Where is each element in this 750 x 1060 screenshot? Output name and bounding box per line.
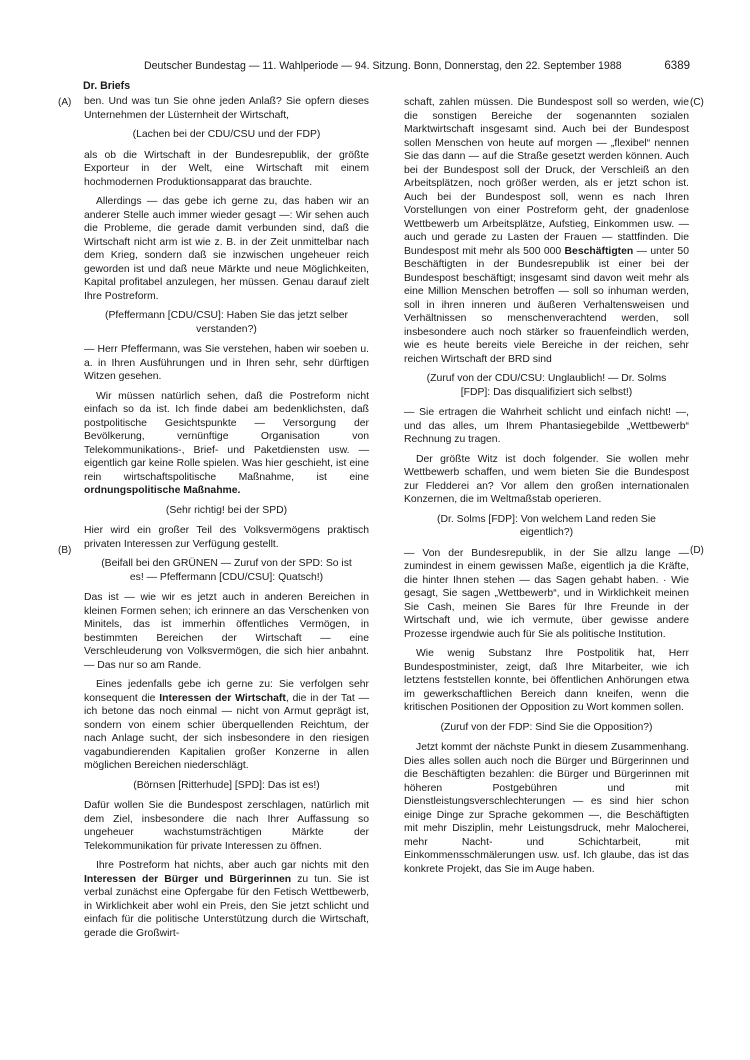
paragraph (84, 859, 369, 940)
paragraph-text: , die in der Tat — ich betone das noch einmal — nicht von Armut geprägt ist, sondern von einem schier überquellenden Reichtum, der nach Anlage sucht, der sich insbesondere in den riesigen vagabundierenden Kapitalien großer Konzerne in allen möglichen Bereichen niederschlägt. (84, 692, 370, 771)
paragraph: ben. Und was tun Sie ohne jeden Anlaß? Sie opfern dieses Unternehmen der Lüsternheit der Wirtschaft, (84, 96, 369, 121)
paragraph: Wie wenig Substanz Ihre Postpolitik hat, Herr Bundespostminister, zeigt, daß Ihre Mitarbeiter, wie ich letztens feststellen konnte, bei öffentlichen Anhörungen etwa im gewerkschaftlichen Bereich dann kneifen, wenn die kritischen Positionen der Opposition zu Wort kommen sollen. (404, 648, 689, 713)
margin-mark-c: (C) (690, 97, 704, 108)
interjection: (Börnsen [Ritterhude] [SPD]: Das ist es!) (133, 779, 320, 791)
paragraph-text: — unter 50 Beschäftigten in der Bundesrepublik ist einer bei der Bundespost beschäftigt; insgesamt sind davon weit mehr als eine Million Menschen betroffen — soll so inhuman werden, soll in ihren inneren und äußeren Verhaltensweisen und Verhältnissen so menschenverachtend werden, soll insbesondere auch noch stärker so frauenfeindlich werden, wie es heute bereits viele Bereiche in der reichen, sehr reichen Wirtschaft der BRD sind (404, 245, 689, 365)
paragraph: Das ist — wie wir es jetzt auch in anderen Bereichen in kleinen Formen sehen; ich erinnere an das Verschenken von Minitels, das ist immerhin öffentliches Vermögen, in bestimmten Bereichen der Wirtschaft — eine Verschleuderung von Volksvermögen, die sich hier anbahnt. — Das nur so am Rande. (84, 592, 369, 671)
paragraph (404, 96, 689, 366)
left-column (84, 95, 369, 946)
paragraph-text: zu tun. Sie ist verbal zunächst eine Opfergabe für den Fetisch Wettbewerb, in Wirklichkeit aber wohl ein Preis, den Sie jetzt schlicht und einfach für die politische Unterstützung durch die Wirtschaft, gerade die Großwirt- (84, 873, 369, 939)
margin-mark-d: (D) (690, 545, 704, 556)
header-title: Deutscher Bundestag — 11. Wahlperiode — 94. Sitzung. Bonn, Donnerstag, den 22. September 1988 (144, 60, 622, 72)
interjection: (Zuruf von der FDP: Sind Sie die Opposition?) (440, 721, 653, 733)
bold-term: ordnungspolitische Maßnahme. (84, 485, 241, 496)
paragraph: Der größte Witz ist doch folgender. Sie wollen mehr Wettbewerb schaffen, und wem bieten Sie die Bundespost zur Fledderei an? Vor allem den großen internationalen Konzernen, die im Weltmaßstab operieren. (404, 453, 689, 505)
margin-mark-a: (A) (58, 97, 72, 108)
bold-term: Beschäftigten (564, 245, 634, 257)
interjection: (Zuruf von der CDU/CSU: Unglaublich! — Dr. Solms [FDP]: Das disqualifiziert sich selbst!) (426, 373, 667, 398)
paragraph: Dafür wollen Sie die Bundespost zerschlagen, natürlich mit dem Ziel, insbesondere die nach Ihrer Auffassung so ungeheuer wachstumsträchtigen Märkte der Telekommunikation für private Interessen zu öffnen. (84, 800, 369, 852)
paragraph: — Von der Bundesrepublik, in der Sie allzu lange — zumindest in einem gewissen Maße, eigentlich ja die Kräfte, die hinter Ihnen stehen — das Sagen gehabt haben. · Wie gesagt, Sie sagen „Wettbewerb“, und in Wirklichkeit meinen Sie Cash, meinen Sie Bares für Ihre Freunde in der Wirtschaft und, wie ich vermute, über gewisse andere Prozesse irgendwie auch für Sie als politische Institution. (404, 547, 689, 640)
interjection: (Dr. Solms [FDP]: Von welchem Land reden Sie eigentlich?) (437, 513, 656, 538)
paragraph: Jetzt kommt der nächste Punkt in diesem Zusammenhang. Dies alles sollen auch noch die Bürger und Bürgerinnen und die Beschäftigten bezahlen: die Bürger und Bürgerinnen mit höheren Postgebühren und mit Dienstleistungsverschlechterungen — es sind hier schon einige Dinge zur Sprache gekommen —, die Beschäftigten mit mehr Disziplin, mehr Leistungsdruck, mehr Malocherei, mehr Nacht- und Schichtarbeit, mit Einkommensschmälerungen usw. usf. Ich glaube, das ist das konkrete Projekt, das Sie im Auge haben. (404, 742, 689, 875)
paragraph: — Herr Pfeffermann, was Sie verstehen, haben wir soeben u. a. in Ihren Ausführungen und in Ihren sehr, sehr dürftigen Witzen gesehen. (84, 344, 369, 382)
paragraph (84, 678, 369, 773)
paragraph-text: schaft, zahlen müssen. Die Bundespost soll so werden, wie die sonstigen Bereiche der sogenannten sozialen Marktwirtschaft insgesamt sind. Auch bei der Bundespost sollen Menschen von heute auf morgen — „flexibel“ nennen Sie das dann — auf die Straße gesetzt werden können. Auch bei der Bundespost soll der Druck, der Verschleiß an den Arbeitsplätzen, noch größer werden, als er jetzt schon ist. Auch bei der Bundespost soll, wenn es nach Ihren Vorstellungen von einer Postreform geht, der gnadenlose Wettbewerb um Arbeitsplätze, Aufstieg, Einkommen usw. — auch und gerade zu Lasten der Frauen — stattfinden. Die Bundespost mit mehr als 500 000 (404, 97, 689, 257)
paragraph: als ob die Wirtschaft in der Bundesrepublik, der größte Exporteur in der Welt, eine Wirtschaft mit einem hochmodernen Produktionsapparat das brauchte. (84, 149, 369, 188)
interjection: (Pfeffermann [CDU/CSU]: Haben Sie das jetzt selber verstanden?) (105, 310, 348, 335)
interjection: (Lachen bei der CDU/CSU und der FDP) (132, 129, 321, 140)
paragraph: Allerdings — das gebe ich gerne zu, das haben wir an anderer Stelle auch immer wieder gesagt —: Wir sehen auch die Probleme, die gerade damit verbunden sind, daß die Wirtschaft nicht arm ist wie z. B. in der Zeit unmittelbar nach dem Krieg, sondern daß sie inzwischen ungeheuer reich geworden ist und daß neue Märkte und neue Möglichkeiten, Kapital profitabel anzulegen, her müssen. Genau darauf zielt Ihre Postreform. (84, 196, 369, 302)
page-number: 6389 (664, 60, 690, 72)
right-column (404, 96, 689, 882)
paragraph-text: Wir müssen natürlich sehen, daß die Postreform nicht einfach so da ist. Ich finde dabei am bedenklichsten, daß postpolitische Gesichtspunkte — Versorgung der Bevölkerung, vernünftige Organisation von Telekommunikations-, Brief- und Paketdiensten usw. — eigentlich gar keine Rolle spielen. Was hier geschieht, ist eine rein wirtschaftspolitische Maßnahme, ist eine (84, 390, 369, 483)
paragraph-text: Ihre Postreform hat nichts, aber auch gar nichts mit den (96, 860, 369, 871)
paragraph: — Sie ertragen die Wahrheit schlicht und einfach nicht! —, und das alles, um Ihrem Phantasiegebilde „Wettbewerb“ Rechnung zu tragen. (404, 407, 689, 445)
speaker-name: Dr. Briefs (83, 80, 131, 92)
paragraph (84, 390, 369, 498)
bold-term: Interessen der Wirtschaft (159, 692, 286, 704)
paragraph: Hier wird ein großer Teil des Volksvermögens praktisch privaten Interessen zur Verfügung gestellt. (84, 525, 369, 550)
paragraph-text: Eines jedenfalls gebe ich gerne zu: Sie verfolgen sehr konsequent die (84, 679, 369, 704)
interjection: (Beifall bei den GRÜNEN — Zuruf von der SPD: So ist es! — Pfeffermann [CDU/CSU]: Quatsch!) (101, 558, 352, 583)
margin-mark-b: (B) (58, 545, 72, 556)
interjection: (Sehr richtig! bei der SPD) (165, 504, 288, 516)
bold-term: Interessen der Bürger und Bürgerinnen (84, 873, 292, 885)
